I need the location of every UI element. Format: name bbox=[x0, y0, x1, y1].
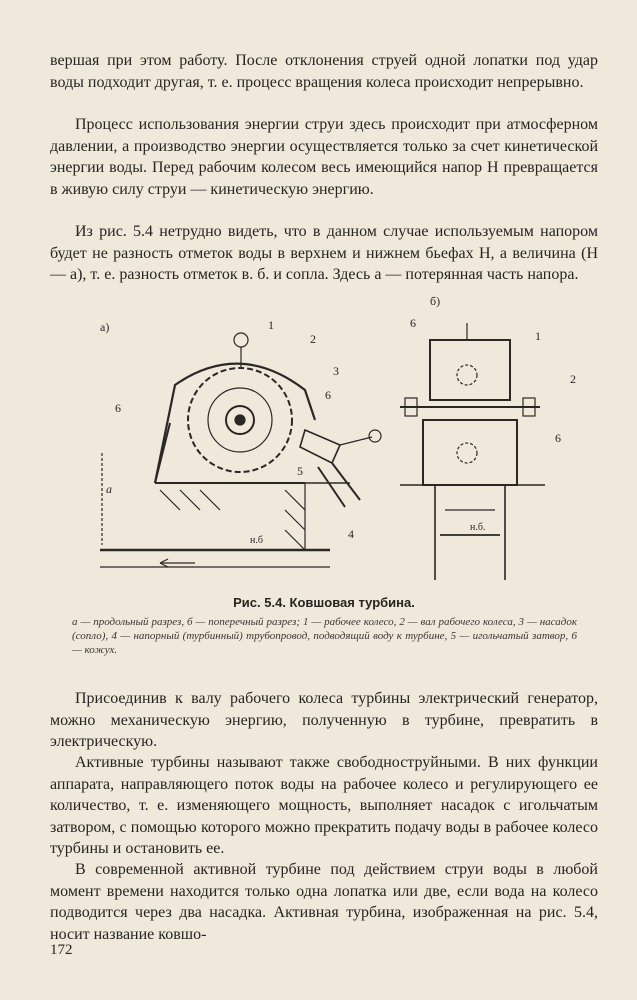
callout-6-left: 6 bbox=[115, 401, 121, 415]
paragraph-2: Процесс использования энергии струи здесь происходит при атмосферном давлении, а производство энергии осуществляется только за счет кинетической энергии воды. Перед рабочим колесом весь имеющийся напор H превращается в живую силу струи — кинетическую энергию. bbox=[50, 116, 598, 198]
figure-caption-title: Рис. 5.4. Ковшовая турбина. bbox=[233, 595, 415, 610]
callout-3: 3 bbox=[333, 364, 339, 378]
tailwater-label-right: н.б. bbox=[470, 522, 486, 533]
tailwater-label-left: н.б bbox=[250, 535, 263, 546]
callout-2-section: 2 bbox=[570, 372, 576, 386]
callout-6-right: 6 bbox=[325, 388, 331, 402]
foundation-hatch bbox=[285, 483, 305, 550]
turbine-drawing bbox=[100, 295, 600, 585]
paragraph-6: В современной активной турбине под действием струи воды в любой момент времени находится только одна лопатка или две, если вода на колесо подводится через два насадка. Активная турбина, изображенная на рис. 5.4, носит название ковшо- bbox=[50, 861, 598, 943]
paragraph-1: вершая при этом работу. После отклонения струей одной лопатки под удар воды подходит другая, т. е. процесс вращения колеса происходит непрерывно. bbox=[50, 52, 598, 91]
view-b-label: б) bbox=[430, 295, 441, 308]
page-number: 172 bbox=[50, 942, 73, 958]
callout-6-section: 6 bbox=[555, 431, 561, 445]
callout-6-section-top: 6 bbox=[410, 316, 416, 330]
valve-wheel bbox=[369, 430, 381, 442]
figure-pelton-turbine bbox=[100, 295, 600, 585]
housing-wall-left bbox=[155, 423, 170, 483]
needle-valve-stem bbox=[340, 437, 372, 445]
callout-1-section: 1 bbox=[535, 329, 541, 343]
callout-2: 2 bbox=[310, 332, 316, 346]
dimension-a-label: a bbox=[106, 482, 112, 496]
section-housing bbox=[430, 340, 510, 400]
paragraph-3: Из рис. 5.4 нетрудно видеть, что в данном случае используемым напором будет не разность отметок воды в верхнем и нижнем бьефах H, а величина (H — a), т. е. разность отметок в. б. и сопла. Здесь a — потерянная часть напора. bbox=[50, 223, 598, 283]
view-a-label: a) bbox=[100, 320, 110, 334]
penstock-pipe bbox=[318, 463, 360, 507]
runner-shaft bbox=[235, 415, 245, 425]
paragraph-5: Активные турбины называют также свободноструйными. В них функции аппарата, направляющего поток воды на рабочее колесо и регулирующего ее количество, т. е. изменяющего мощность, выполняет насадок с игольчатым затвором, с помощью которого можно прекратить подачу воды в рабочее колесо турбины и остановить ее. bbox=[50, 754, 598, 857]
nozzle bbox=[300, 430, 340, 463]
paragraph-4: Присоединив к валу рабочего колеса турбины электрический генератор, можно механическую энергию, полученную в турбине, превратить в электрическую. bbox=[50, 690, 598, 750]
callout-5: 5 bbox=[297, 464, 303, 478]
top-bolt bbox=[234, 333, 248, 347]
section-lower bbox=[423, 420, 517, 485]
figure-caption-legend: a — продольный разрез, б — поперечный разрез; 1 — рабочее колесо, 2 — вал рабочего колеса, 3 — насадок (сопло), 4 — напорный (турбинный) трубопровод, подводящий воду к турбине, 5 — игольчатый затвор, 6 — кожух. bbox=[72, 616, 577, 656]
callout-1: 1 bbox=[268, 318, 274, 332]
callout-4: 4 bbox=[348, 527, 354, 541]
